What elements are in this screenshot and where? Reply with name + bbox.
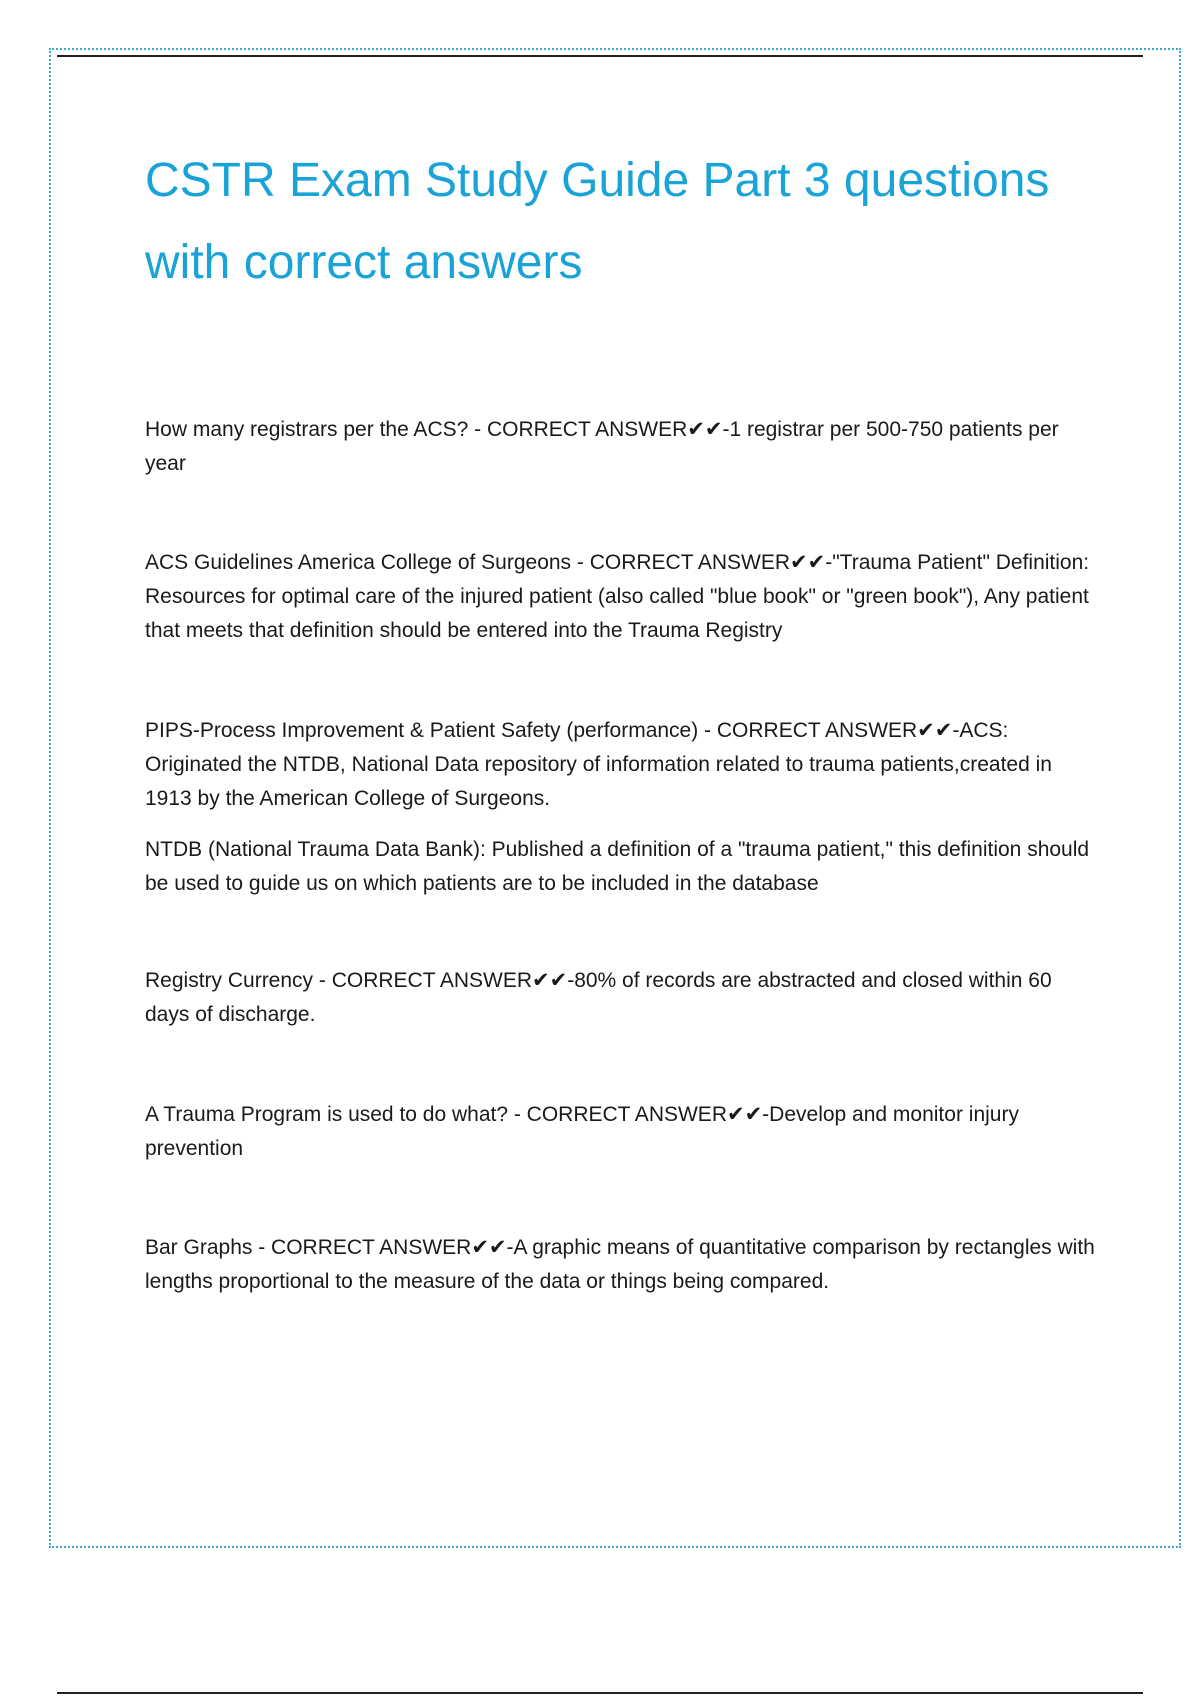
footer-rule: [57, 1692, 1143, 1694]
qa-item-registrars: How many registrars per the ACS? - CORRECT ANSWER✔✔-1 registrar per 500-750 patients per year: [145, 418, 1059, 475]
qa-item-pips: PIPS-Process Improvement & Patient Safety (performance) - CORRECT ANSWER✔✔-ACS: Originated the NTDB, National Data repository of information related to trauma patients,created in 1913 by the American College of Surgeons.: [145, 719, 1052, 810]
qa-item-registry-currency: Registry Currency - CORRECT ANSWER✔✔-80% of records are abstracted and closed within 60 days of discharge.: [145, 969, 1052, 1026]
qa-item-bar-graphs: Bar Graphs - CORRECT ANSWER✔✔-A graphic means of quantitative comparison by rectangles with lengths proportional to the measure of the data or things being compared.: [145, 1236, 1095, 1293]
header-rule: [57, 55, 1143, 57]
qa-item-ntdb: NTDB (National Trauma Data Bank): Published a definition of a "trauma patient," this definition should be used to guide us on which patients are to be included in the database: [145, 838, 1090, 895]
qa-item-trauma-program: A Trauma Program is used to do what? - CORRECT ANSWER✔✔-Develop and monitor injury prevention: [145, 1103, 1019, 1160]
document-title: CSTR Exam Study Guide Part 3 questions with correct answers: [145, 154, 1050, 289]
qa-item-acs-guidelines: ACS Guidelines America College of Surgeons - CORRECT ANSWER✔✔-"Trauma Patient" Definition: Resources for optimal care of the injured patient (also called "blue book" or "green book"), Any patient that meets that definition should be entered into the Trauma Registry: [145, 551, 1090, 642]
